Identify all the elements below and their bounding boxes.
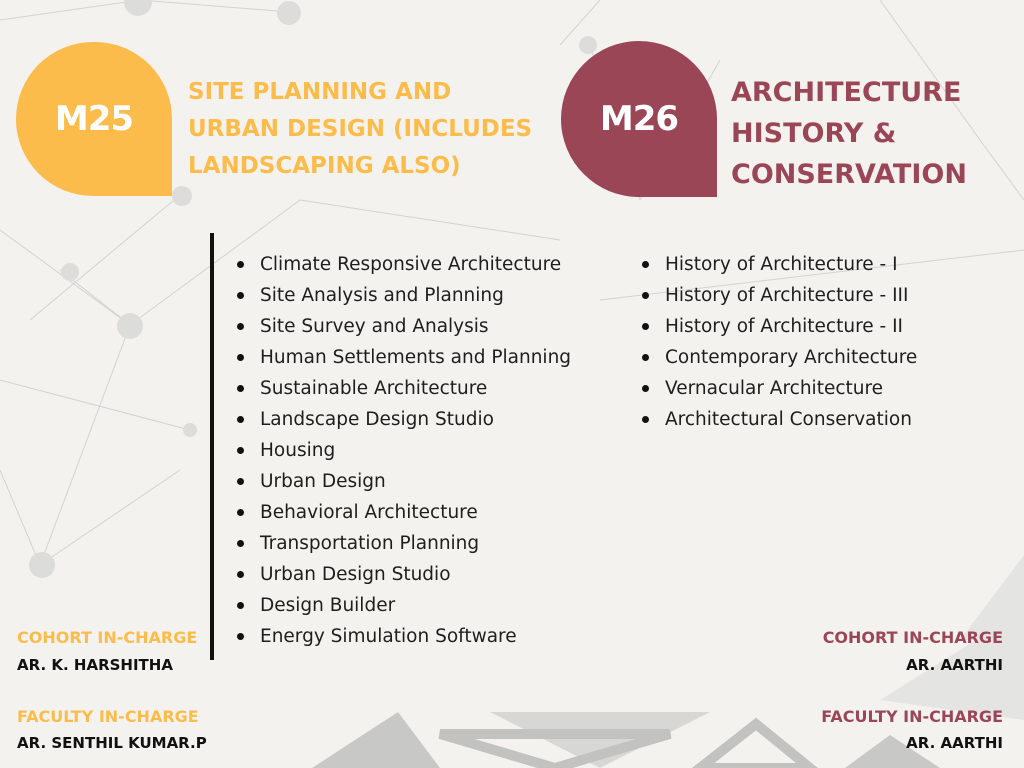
faculty-in-charge-label-m26: FACULTY IN-CHARGE <box>821 707 1003 726</box>
list-item: Architectural Conservation <box>642 404 917 435</box>
list-item: Site Survey and Analysis <box>237 311 571 342</box>
list-item: Contemporary Architecture <box>642 342 917 373</box>
cohort-in-charge-label-m26: COHORT IN-CHARGE <box>822 628 1003 647</box>
cohort-in-charge-name-m26: AR. AARTHI <box>906 656 1003 674</box>
list-item: Design Builder <box>237 590 571 621</box>
list-item: Climate Responsive Architecture <box>237 249 571 280</box>
list-item: Vernacular Architecture <box>642 373 917 404</box>
module-title-m25: SITE PLANNING AND URBAN DESIGN (INCLUDES LANDSCAPING ALSO) <box>188 79 533 179</box>
list-item: Energy Simulation Software <box>237 621 571 652</box>
list-item: Transportation Planning <box>237 528 571 559</box>
list-item: History of Architecture - III <box>642 280 917 311</box>
list-item: Sustainable Architecture <box>237 373 571 404</box>
vertical-divider <box>210 233 214 660</box>
list-item: Behavioral Architecture <box>237 497 571 528</box>
module-code-m25: M25 <box>54 99 134 139</box>
list-item: History of Architecture - I <box>642 249 917 280</box>
module-code-badge-m25 <box>16 42 172 196</box>
list-item: Urban Design <box>237 466 571 497</box>
list-item: History of Architecture - II <box>642 311 917 342</box>
list-item: Human Settlements and Planning <box>237 342 571 373</box>
faculty-in-charge-name-m25: AR. SENTHIL KUMAR.P <box>17 734 207 752</box>
list-item: Site Analysis and Planning <box>237 280 571 311</box>
list-item: Urban Design Studio <box>237 559 571 590</box>
course-list-m26 <box>642 249 917 435</box>
module-code-badge-m26 <box>561 41 717 197</box>
list-item: Housing <box>237 435 571 466</box>
cohort-in-charge-label-m25: COHORT IN-CHARGE <box>17 628 198 647</box>
list-item: Landscape Design Studio <box>237 404 571 435</box>
faculty-in-charge-label-m25: FACULTY IN-CHARGE <box>17 707 199 726</box>
course-list-m25 <box>237 249 571 652</box>
module-code-m26: M26 <box>599 99 679 139</box>
cohort-in-charge-name-m25: AR. K. HARSHITHA <box>17 656 173 674</box>
module-title-m26: ARCHITECTURE HISTORY & CONSERVATION <box>731 77 967 190</box>
faculty-in-charge-name-m26: AR. AARTHI <box>906 734 1003 752</box>
